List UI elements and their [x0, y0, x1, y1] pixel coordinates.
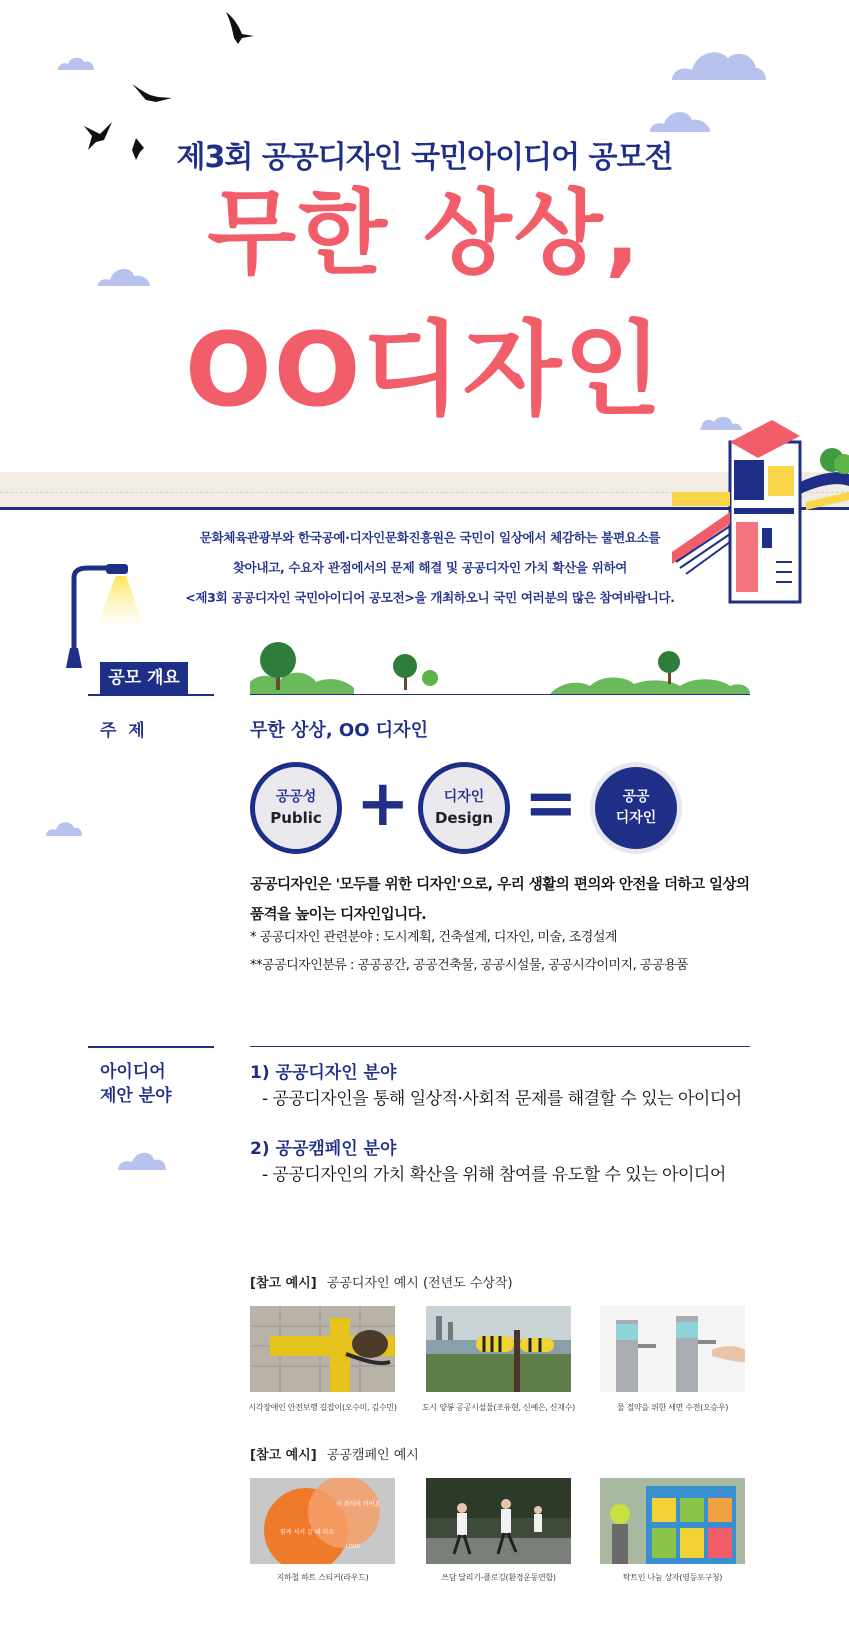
- example-photo-heart-sticker: [250, 1478, 395, 1564]
- related-fields-note: * 공공디자인 관련분야 : 도시계획, 건축설계, 디자인, 미술, 조경설계: [250, 930, 617, 945]
- street-lamp-illustration: [60, 562, 150, 668]
- example-photo-tactile-guide: [250, 1306, 395, 1392]
- plus-sign: +: [356, 767, 410, 841]
- fields-label-line: 아이디어: [100, 1062, 166, 1082]
- example-caption: 탁트인 나눔 상자(영등포구청): [622, 1573, 723, 1582]
- section-rule: [88, 1046, 214, 1048]
- description-line: 품격을 높이는 디자인입니다.: [250, 907, 427, 923]
- cloud-icon: [116, 1146, 168, 1170]
- fields-label: [100, 1060, 172, 1108]
- public-circle: [250, 762, 342, 854]
- field-heading: 1) 공공디자인 분야: [250, 1063, 397, 1083]
- description-line: 공공디자인은 '모두를 위한 디자인'으로, 우리 생활의 편의와 안전을 더하고 일상의: [250, 877, 750, 893]
- reference-title: 공공디자인 예시 (전년도 수상작): [326, 1276, 513, 1291]
- cloud-icon: [56, 54, 96, 70]
- example-photo-sharing-box: [600, 1478, 745, 1564]
- cloud-icon: [648, 104, 712, 132]
- example-caption: 지하철 하트 스티커(라우드): [276, 1573, 369, 1582]
- circle-label: Public: [270, 809, 322, 827]
- example-photo-urban-beekeeping: [426, 1306, 571, 1392]
- reference-bracket: [참고 예시]: [250, 1276, 317, 1291]
- bird-icon: [130, 82, 174, 108]
- design-circle: [418, 762, 510, 854]
- main-title-line1: 무한 상상,: [207, 180, 642, 287]
- equals-sign: =: [524, 767, 578, 841]
- bird-icon: [222, 10, 256, 48]
- example-caption: 도시 양봉 공공시설물(조유현, 신예은, 신재수): [422, 1403, 575, 1412]
- cloud-icon: [670, 42, 766, 80]
- circle-label: Design: [434, 809, 494, 827]
- field-detail: - 공공디자인의 가치 확산을 위해 참여를 유도할 수 있는 아이디어: [262, 1165, 726, 1185]
- public-design-circle: [590, 762, 682, 854]
- classification-note: **공공디자인분류 : 공공공간, 공공건축물, 공공시설물, 공공시각이미지, 공공용품: [250, 958, 689, 973]
- example-caption: 물 절약을 위한 세면 수전(오승우): [616, 1403, 729, 1412]
- section-rule: [250, 694, 750, 695]
- example-caption: 쓰담 달리기-플로깅(환경운동연합): [441, 1573, 556, 1582]
- intro-line: <제3회 공공디자인 국민아이디어 공모전>을 개최하오니 국민 여러분의 많은 참여바랍니다.: [185, 590, 675, 605]
- topic-description: [250, 870, 760, 930]
- circle-label: 디자인: [615, 810, 657, 826]
- circle-label: 디자인: [443, 789, 485, 805]
- intro-line: 문화체육관광부와 한국공예·디자인문화진흥원은 국민이 일상에서 체감하는 불편요소를: [199, 530, 661, 545]
- fields-label-line: 제안 분야: [100, 1086, 172, 1106]
- sticker-text: 함께 서서 갈 때 되죠: [280, 1529, 334, 1536]
- sticker-text: LOUD: [346, 1544, 361, 1550]
- design-examples-heading: [250, 1272, 513, 1291]
- example-caption: 시각장애인 안전보행 길잡이(오수미, 김수민): [248, 1403, 397, 1412]
- intro-line: 찾아내고, 수요자 관점에서의 문제 해결 및 공공디자인 가치 확산을 위하여: [232, 560, 628, 575]
- intro-paragraph: [150, 523, 710, 613]
- reference-bracket: [참고 예시]: [250, 1448, 317, 1463]
- example-photo-faucet: [600, 1306, 745, 1392]
- trees-illustration: [250, 642, 750, 694]
- field-heading: 2) 공공캠페인 분야: [250, 1139, 397, 1159]
- circle-label: 공공성: [275, 789, 317, 805]
- section-rule: [88, 694, 214, 696]
- sticker-text: 이 좌석이 비어요: [336, 1501, 381, 1508]
- cloud-icon: [44, 818, 84, 836]
- topic-label: 주 제: [100, 721, 145, 741]
- main-title-line2: OO디자인: [184, 311, 665, 430]
- reference-title: 공공캠페인 예시: [326, 1448, 419, 1463]
- circle-label: 공공: [622, 789, 650, 805]
- example-photo-plogging: [426, 1478, 571, 1564]
- campaign-examples-heading: [250, 1444, 419, 1463]
- overview-badge: 공모 개요: [100, 662, 188, 694]
- contest-subtitle: 제3회 공공디자인 국민아이디어 공모전: [176, 140, 673, 175]
- section-rule: [250, 1046, 750, 1047]
- topic-value: 무한 상상, OO 디자인: [250, 720, 428, 741]
- field-detail: - 공공디자인을 통해 일상적·사회적 문제를 해결할 수 있는 아이디어: [262, 1089, 742, 1109]
